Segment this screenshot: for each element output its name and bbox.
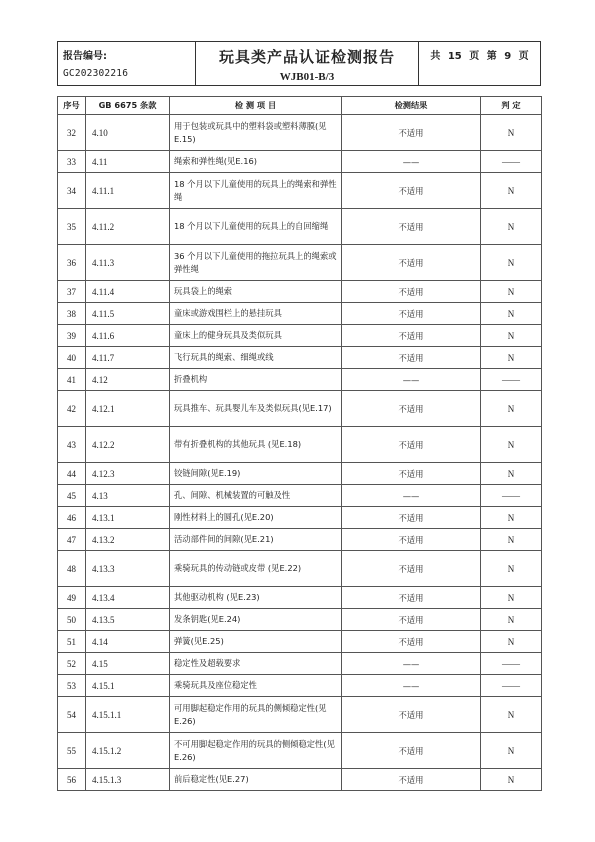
table-row	[58, 529, 542, 551]
row-number: 51	[58, 631, 86, 653]
row-test-item: 前后稳定性(见E.27)	[170, 769, 342, 791]
row-test-item: 18 个月以下儿童使用的玩具上的绳索和弹性绳	[170, 173, 342, 209]
row-verdict: N	[481, 173, 542, 209]
row-number: 44	[58, 463, 86, 485]
table-row	[58, 463, 542, 485]
title-cell	[196, 42, 419, 85]
row-verdict: N	[481, 391, 542, 427]
table-row	[58, 369, 542, 391]
row-verdict: ——	[481, 369, 542, 391]
row-verdict: N	[481, 325, 542, 347]
row-clause: 4.13.4	[86, 587, 170, 609]
row-result: 不适用	[342, 697, 481, 733]
row-test-item: 发条钥匙(见E.24)	[170, 609, 342, 631]
row-result: ——	[342, 653, 481, 675]
row-result: 不适用	[342, 609, 481, 631]
row-verdict: N	[481, 427, 542, 463]
row-result: 不适用	[342, 303, 481, 325]
row-clause: 4.15.1	[86, 675, 170, 697]
table-row	[58, 675, 542, 697]
row-verdict: N	[481, 507, 542, 529]
page-word: 页	[469, 51, 480, 62]
row-clause: 4.11.7	[86, 347, 170, 369]
table-row	[58, 507, 542, 529]
row-number: 33	[58, 151, 86, 173]
table-row	[58, 173, 542, 209]
row-clause: 4.12.3	[86, 463, 170, 485]
row-verdict: N	[481, 609, 542, 631]
row-result: ——	[342, 369, 481, 391]
col-header-verdict: 判 定	[481, 97, 542, 115]
table-row	[58, 697, 542, 733]
row-verdict: N	[481, 303, 542, 325]
row-clause: 4.11.3	[86, 245, 170, 281]
table-row	[58, 209, 542, 245]
row-verdict: N	[481, 769, 542, 791]
row-number: 56	[58, 769, 86, 791]
row-test-item: 带有折叠机构的其他玩具 (见E.18)	[170, 427, 342, 463]
row-result: ——	[342, 675, 481, 697]
row-number: 43	[58, 427, 86, 463]
row-result: 不适用	[342, 587, 481, 609]
row-test-item: 孔、间隙、机械装置的可触及性	[170, 485, 342, 507]
row-result: 不适用	[342, 209, 481, 245]
total-pages: 15	[447, 51, 462, 62]
row-number: 48	[58, 551, 86, 587]
table-row	[58, 733, 542, 769]
row-result: 不适用	[342, 391, 481, 427]
report-number-label: 报告编号:	[63, 51, 107, 62]
row-test-item: 36 个月以下儿童使用的拖拉玩具上的绳索或弹性绳	[170, 245, 342, 281]
table-row	[58, 151, 542, 173]
report-number: GC202302216	[63, 68, 129, 79]
inspection-table	[57, 96, 542, 791]
table-row	[58, 427, 542, 463]
table-row	[58, 587, 542, 609]
row-clause: 4.15.1.1	[86, 697, 170, 733]
row-result: ——	[342, 485, 481, 507]
row-result: 不适用	[342, 173, 481, 209]
table-row	[58, 653, 542, 675]
row-verdict: N	[481, 551, 542, 587]
report-header	[57, 41, 541, 86]
col-header-item: 检 测 项 目	[170, 97, 342, 115]
row-clause: 4.11	[86, 151, 170, 173]
row-verdict: N	[481, 631, 542, 653]
row-clause: 4.11.2	[86, 209, 170, 245]
row-number: 35	[58, 209, 86, 245]
row-test-item: 飞行玩具的绳索、细绳或线	[170, 347, 342, 369]
table-row	[58, 609, 542, 631]
row-result: 不适用	[342, 551, 481, 587]
table-row	[58, 485, 542, 507]
row-number: 53	[58, 675, 86, 697]
row-test-item: 乘骑玩具的传动链或皮带 (见E.22)	[170, 551, 342, 587]
table-row	[58, 303, 542, 325]
row-result: 不适用	[342, 281, 481, 303]
row-verdict: ——	[481, 675, 542, 697]
row-verdict: N	[481, 587, 542, 609]
table-row	[58, 347, 542, 369]
current-prefix: 第	[486, 51, 497, 62]
page-word: 页	[518, 51, 529, 62]
row-result: 不适用	[342, 769, 481, 791]
row-result: 不适用	[342, 463, 481, 485]
row-test-item: 童床或游戏围栏上的悬挂玩具	[170, 303, 342, 325]
row-clause: 4.13	[86, 485, 170, 507]
report-number-cell	[58, 42, 196, 85]
row-result: 不适用	[342, 245, 481, 281]
row-result: 不适用	[342, 631, 481, 653]
row-clause: 4.11.5	[86, 303, 170, 325]
row-clause: 4.12.1	[86, 391, 170, 427]
row-number: 34	[58, 173, 86, 209]
row-number: 39	[58, 325, 86, 347]
row-clause: 4.14	[86, 631, 170, 653]
row-test-item: 刚性材料上的圆孔(见E.20)	[170, 507, 342, 529]
row-verdict: N	[481, 115, 542, 151]
row-number: 40	[58, 347, 86, 369]
page-info-cell	[419, 42, 540, 85]
row-clause: 4.10	[86, 115, 170, 151]
row-verdict: N	[481, 697, 542, 733]
row-test-item: 18 个月以下儿童使用的玩具上的自回缩绳	[170, 209, 342, 245]
row-test-item: 童床上的健身玩具及类似玩具	[170, 325, 342, 347]
row-test-item: 玩具袋上的绳索	[170, 281, 342, 303]
row-number: 41	[58, 369, 86, 391]
row-test-item: 不可用脚起稳定作用的玩具的侧倾稳定性(见E.26)	[170, 733, 342, 769]
row-clause: 4.11.4	[86, 281, 170, 303]
col-header-clause: GB 6675 条款	[86, 97, 170, 115]
row-verdict: N	[481, 209, 542, 245]
row-number: 42	[58, 391, 86, 427]
row-test-item: 折叠机构	[170, 369, 342, 391]
row-test-item: 玩具推车、玩具婴儿车及类似玩具(见E.17)	[170, 391, 342, 427]
document-title: 玩具类产品认证检测报告	[218, 48, 395, 66]
row-result: 不适用	[342, 507, 481, 529]
row-clause: 4.11.6	[86, 325, 170, 347]
row-verdict: N	[481, 733, 542, 769]
row-number: 50	[58, 609, 86, 631]
row-number: 52	[58, 653, 86, 675]
row-verdict: N	[481, 245, 542, 281]
col-header-result: 检测结果	[342, 97, 481, 115]
row-clause: 4.13.5	[86, 609, 170, 631]
col-header-no: 序号	[58, 97, 86, 115]
row-test-item: 用于包装或玩具中的塑料袋或塑料薄膜(见E.15)	[170, 115, 342, 151]
row-test-item: 绳索和弹性绳(见E.16)	[170, 151, 342, 173]
table-row	[58, 281, 542, 303]
table-body	[58, 115, 542, 791]
row-number: 36	[58, 245, 86, 281]
row-number: 54	[58, 697, 86, 733]
row-number: 55	[58, 733, 86, 769]
row-clause: 4.15.1.2	[86, 733, 170, 769]
row-verdict: N	[481, 347, 542, 369]
row-result: 不适用	[342, 347, 481, 369]
table-row	[58, 325, 542, 347]
table-row	[58, 115, 542, 151]
row-clause: 4.13.2	[86, 529, 170, 551]
table-row	[58, 551, 542, 587]
row-test-item: 可用脚起稳定作用的玩具的侧倾稳定性(见E.26)	[170, 697, 342, 733]
table-row	[58, 391, 542, 427]
row-result: 不适用	[342, 115, 481, 151]
page-info	[419, 47, 540, 62]
row-clause: 4.12.2	[86, 427, 170, 463]
row-number: 46	[58, 507, 86, 529]
row-number: 32	[58, 115, 86, 151]
row-test-item: 稳定性及超载要求	[170, 653, 342, 675]
row-verdict: ——	[481, 485, 542, 507]
row-result: ——	[342, 151, 481, 173]
row-verdict: N	[481, 529, 542, 551]
table-row	[58, 631, 542, 653]
table-row	[58, 245, 542, 281]
row-result: 不适用	[342, 325, 481, 347]
row-number: 37	[58, 281, 86, 303]
row-test-item: 其他驱动机构 (见E.23)	[170, 587, 342, 609]
row-test-item: 铰链间隙(见E.19)	[170, 463, 342, 485]
current-page: 9	[504, 51, 512, 62]
row-result: 不适用	[342, 427, 481, 463]
document-code: WJB01-B/3	[279, 71, 335, 83]
row-verdict: N	[481, 281, 542, 303]
row-number: 38	[58, 303, 86, 325]
row-number: 47	[58, 529, 86, 551]
row-verdict: ——	[481, 151, 542, 173]
row-verdict: ——	[481, 653, 542, 675]
row-test-item: 活动部件间的间隙(见E.21)	[170, 529, 342, 551]
row-clause: 4.15	[86, 653, 170, 675]
row-verdict: N	[481, 463, 542, 485]
row-result: 不适用	[342, 733, 481, 769]
row-clause: 4.12	[86, 369, 170, 391]
table-row	[58, 769, 542, 791]
row-result: 不适用	[342, 529, 481, 551]
row-clause: 4.11.1	[86, 173, 170, 209]
row-test-item: 弹簧(见E.25)	[170, 631, 342, 653]
row-clause: 4.13.3	[86, 551, 170, 587]
row-clause: 4.13.1	[86, 507, 170, 529]
table-header-row	[58, 97, 542, 115]
row-clause: 4.15.1.3	[86, 769, 170, 791]
row-test-item: 乘骑玩具及座位稳定性	[170, 675, 342, 697]
row-number: 45	[58, 485, 86, 507]
row-number: 49	[58, 587, 86, 609]
total-prefix: 共	[430, 51, 441, 62]
